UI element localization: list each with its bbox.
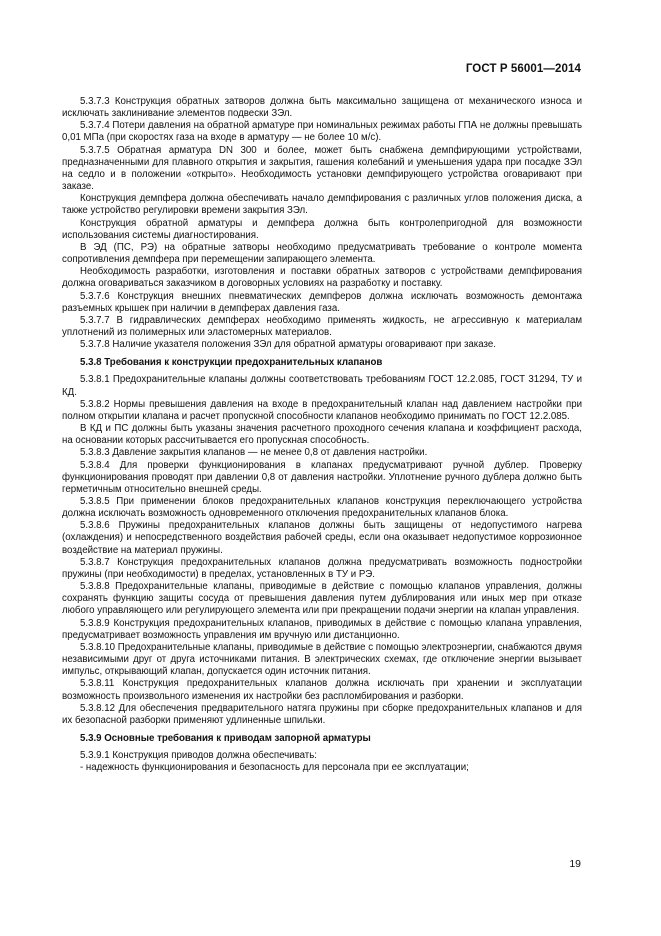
paragraph-5-3-8-8: 5.3.8.8 Предохранительные клапаны, приводимые в действие с помощью клапанов управления, должны сохранять функцию защиты сосуда от превышения давления путем дублирования или иных мер при отказе любого управляющего или регулирующего элемента или при прекращении подачи энергии на клапан управления.	[62, 581, 582, 617]
paragraph-kd-ps: В КД и ПС должны быть указаны значения расчетного проходного сечения клапана и коэффициент расхода, на основании которых рассчитывается его пропускная способность.	[62, 423, 582, 447]
paragraph-5-3-7-6: 5.3.7.6 Конструкция внешних пневматических демпферов должна исключать возможность демонтажа разъемных крышек при наличии в демпферах давления газа.	[62, 290, 582, 314]
paragraph-necessity: Необходимость разработки, изготовления и поставки обратных затворов с устройствами демпфирования должна оговариваться заказчиком в договорных условиях на разработку и поставку.	[62, 266, 582, 290]
paragraph-5-3-8-12: 5.3.8.12 Для обеспечения предварительного натяга пружины при сборке предохранительных клапанов и для их безопасной разборки применяют удлиненные шпильки.	[62, 702, 582, 726]
paragraph-5-3-8-2: 5.3.8.2 Нормы превышения давления на входе в предохранительный клапан над давлением настройки при полном открытии клапана и расчет пропускной способности клапанов необходимо принимать по ГОСТ 12.2.085.	[62, 398, 582, 422]
paragraph-5-3-8-10: 5.3.8.10 Предохранительные клапаны, приводимые в действие с помощью электроэнергии, снабжаются двумя независимыми друг от друга источниками питания. В электрических схемах, где отключение энергии вызывает импульс, открывающий клапан, допускается один источник питания.	[62, 641, 582, 678]
paragraph-5-3-8-6: 5.3.8.6 Пружины предохранительных клапанов должны быть защищены от недопустимого нагрева (охлаждения) и непосредственного воздействия рабочей среды, если она оказывает недопустимое коррозионное воздействие на материал пружины.	[62, 520, 582, 556]
paragraph-5-3-7-5: 5.3.7.5 Обратная арматура DN 300 и более, может быть снабжена демпфирующими устройствами, предназначенными для плавного открытия и закрытия, гашения колебаний и уменьшения удара при посадке ЗЭл на седло и в положении «открыто». Необходимость установки демпфирующего устройства оговаривают при заказе.	[62, 144, 582, 193]
paragraph-5-3-8-4: 5.3.8.4 Для проверки функционирования в клапанах предусматривают ручной дублер. Проверку функционирования проводят при давлении 0,8 от давления настройки. Уплотнение ручного дублера должно быть герметичным относительно внешней среды.	[62, 459, 582, 495]
paragraph-5-3-7-4: 5.3.7.4 Потери давления на обратной арматуре при номинальных режимах работы ГПА не должны превышать 0,01 МПа (при скоростях газа на входе в арматуру — не более 10 м/с).	[62, 120, 582, 144]
paragraph-5-3-8-11: 5.3.8.11 Конструкция предохранительных клапанов должна исключать при хранении и эксплуатации возможность произвольного изменения их настройки без распломбирования и разборки.	[62, 678, 582, 702]
paragraph-5-3-8-7: 5.3.8.7 Конструкция предохранительных клапанов должна предусматривать возможность подностройки пружины (при необходимости) в пределах, установленных в ТУ и РЭ.	[62, 556, 582, 580]
paragraph-5-3-7-3: 5.3.7.3 Конструкция обратных затворов должна быть максимально защищена от механического износа и исключать заклинивание элементов подвески ЗЭл.	[62, 96, 582, 120]
paragraph-5-3-8-1: 5.3.8.1 Предохранительные клапаны должны соответствовать требованиям ГОСТ 12.2.085, ГОСТ 31294, ТУ и КД.	[62, 374, 582, 398]
document-header: ГОСТ Р 56001—2014	[465, 63, 581, 75]
paragraph-5-3-8-9: 5.3.8.9 Конструкция предохранительных клапанов, приводимых в действие с помощью клапана управления, предусматривает возможность управления им вручную или дистанционно.	[62, 617, 582, 641]
paragraph-5-3-7-8: 5.3.7.8 Наличие указателя положения ЗЭл для обратной арматуры оговаривают при заказе.	[80, 339, 496, 351]
section-heading-5-3-9: 5.3.9 Основные требования к приводам запорной арматуры	[80, 732, 371, 744]
paragraph-5-3-7-7: 5.3.7.7 В гидравлических демпферах необходимо применять жидкость, не агрессивную к материалам уплотнений из полимерных или эластомерных материалов.	[62, 314, 582, 338]
paragraph-diagnostics: Конструкция обратной арматуры и демпфера должна быть контролепригодной для возможности использования системы диагностирования.	[62, 217, 582, 241]
document-body	[62, 96, 582, 774]
page-number: 19	[569, 858, 581, 870]
section-heading-5-3-8: 5.3.8 Требования к конструкции предохранительных клапанов	[80, 357, 383, 369]
list-item-reliability: - надежность функционирования и безопасность для персонала при ее эксплуатации;	[80, 762, 469, 774]
paragraph-ed-requirement: В ЭД (ПС, РЭ) на обратные затворы необходимо предусматривать требование о контроле момента сопротивления демпфера при перемещении запирающего элемента.	[62, 241, 582, 266]
paragraph-5-3-8-3: 5.3.8.3 Давление закрытия клапанов — не менее 0,8 от давления настройки.	[80, 447, 428, 459]
paragraph-damper-start: Конструкция демпфера должна обеспечивать начало демпфирования с различных углов положения диска, а также устройство регулировки времени закрытия ЗЭл.	[62, 193, 582, 217]
paragraph-5-3-9-1: 5.3.9.1 Конструкция приводов должна обеспечивать:	[80, 750, 317, 762]
paragraph-5-3-8-5: 5.3.8.5 При применении блоков предохранительных клапанов конструкция переключающего устройства должна исключать возможность одновременного отключения предохранительных клапанов блока.	[62, 496, 582, 520]
